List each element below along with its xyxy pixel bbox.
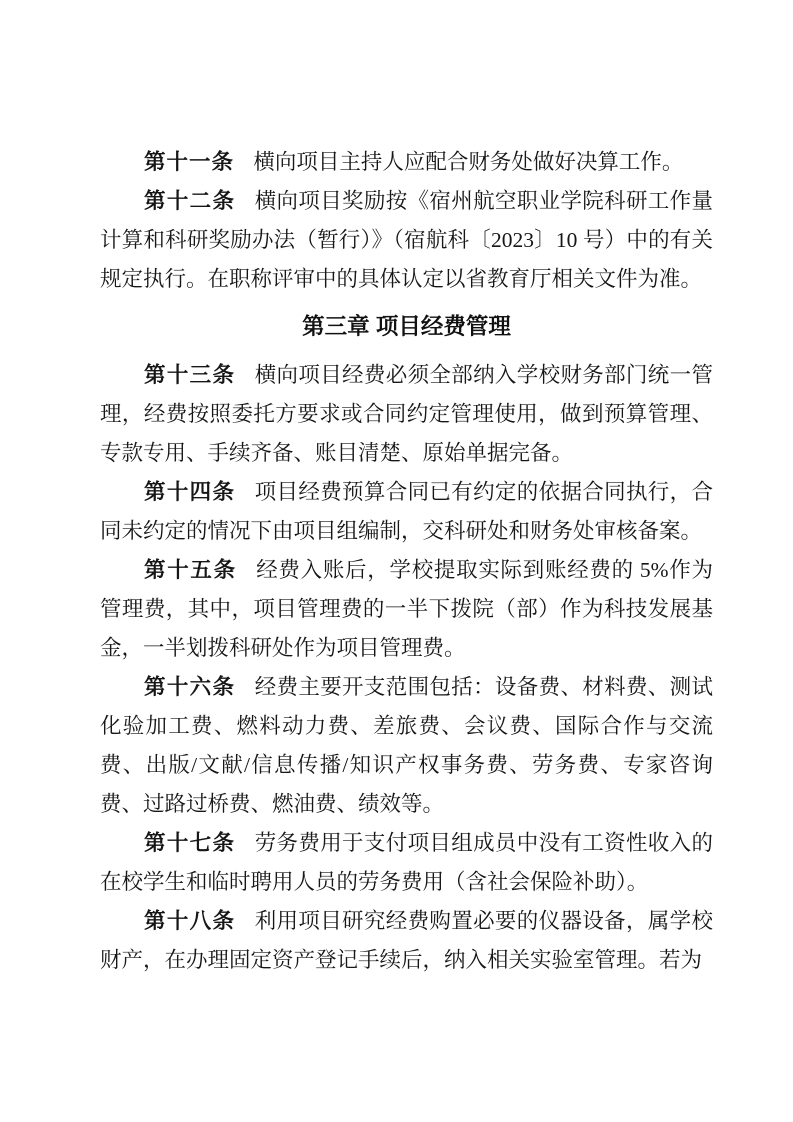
- clause-18-paragraph: [100, 902, 713, 980]
- clause-11-paragraph: [100, 143, 713, 182]
- clause-13-number: 第十三条: [144, 363, 236, 387]
- document-content: [100, 143, 713, 980]
- clause-14-number: 第十四条: [144, 480, 236, 504]
- clause-12-paragraph: [100, 182, 713, 299]
- clause-15-text: 经费入账后，学校提取实际到账经费的 5%作为管理费，其中，项目管理费的一半下拨院（部）作为科技发展基金，一半划拨科研处作为项目管理费。: [100, 558, 713, 660]
- clause-17-number: 第十七条: [144, 831, 236, 855]
- clause-17-paragraph: [100, 824, 713, 902]
- clause-13-text: 横向项目经费必须全部纳入学校财务部门统一管理，经费按照委托方要求或合同约定管理使用，做到预算管理、专款专用、手续齐备、账目清楚、原始单据完备。: [100, 363, 713, 465]
- clause-15-number: 第十五条: [144, 558, 237, 582]
- clause-12-number: 第十二条: [144, 189, 236, 213]
- clause-14-paragraph: [100, 473, 713, 551]
- clause-16-text: 经费主要开支范围包括：设备费、材料费、测试化验加工费、燃料动力费、差旅费、会议费、国际合作与交流费、出版/文献/信息传播/知识产权事务费、劳务费、专家咨询费、过路过桥费、燃油费、绩效等。: [100, 675, 713, 816]
- clause-15-paragraph: [100, 551, 713, 668]
- clause-17-text: 劳务费用于支付项目组成员中没有工资性收入的在校学生和临时聘用人员的劳务费用（含社会保险补助）。: [100, 831, 713, 894]
- clause-12-text: 横向项目奖励按《宿州航空职业学院科研工作量计算和科研奖励办法（暂行）》（宿航科〔2023〕10 号）中的有关规定执行。在职称评审中的具体认定以省教育厅相关文件为准。: [100, 189, 713, 291]
- clause-18-text: 利用项目研究经费购置必要的仪器设备，属学校财产，在办理固定资产登记手续后，纳入相关实验室管理。若为: [100, 909, 713, 972]
- clause-11-text: 横向项目主持人应配合财务处做好决算工作。: [253, 150, 684, 174]
- clause-18-number: 第十八条: [144, 909, 236, 933]
- clause-13-paragraph: [100, 356, 713, 473]
- clause-14-text: 项目经费预算合同已有约定的依据合同执行，合同未约定的情况下由项目组编制，交科研处和财务处审核备案。: [100, 480, 713, 543]
- clause-16-number: 第十六条: [144, 675, 236, 699]
- clause-11-number: 第十一条: [144, 150, 235, 174]
- clause-16-paragraph: [100, 668, 713, 824]
- chapter-3-heading: 第三章 项目经费管理: [302, 314, 511, 339]
